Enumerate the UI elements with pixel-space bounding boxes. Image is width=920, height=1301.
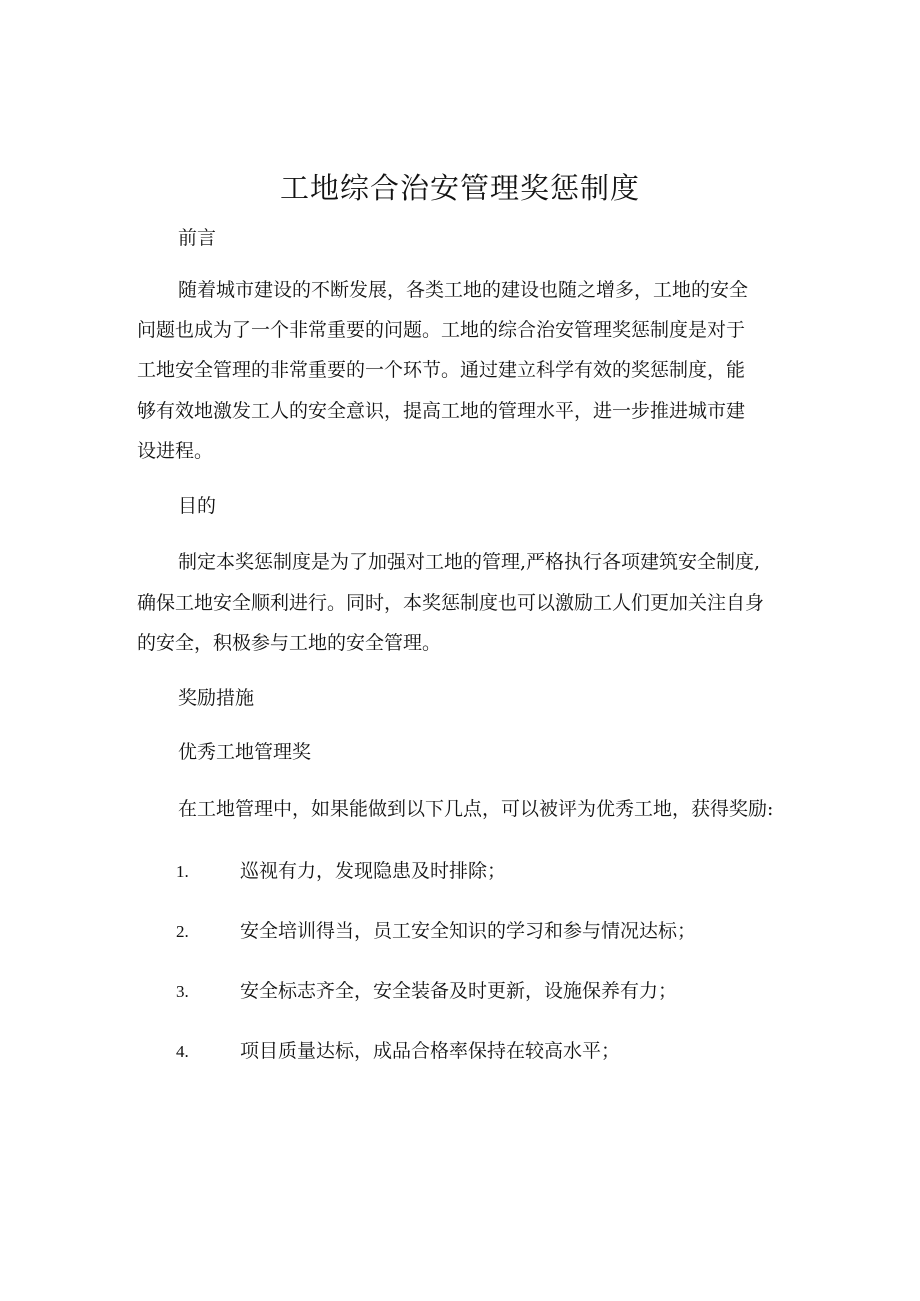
preface-line: 问题也成为了一个非常重要的问题。工地的综合治安管理奖惩制度是对于 xyxy=(137,319,746,341)
preface-line: 够有效地激发工人的安全意识，提高工地的管理水平，进一步推进城市建 xyxy=(137,400,746,422)
rewards-intro: 在工地管理中，如果能做到以下几点，可以被评为优秀工地，获得奖励: xyxy=(178,798,774,820)
purpose-heading: 目的 xyxy=(178,495,217,517)
list-item-number: 2. xyxy=(176,922,189,941)
purpose-line: 确保工地安全顺利进行。同时，本奖惩制度也可以激励工人们更加关注自身 xyxy=(137,592,765,614)
preface-line: 工地安全管理的非常重要的一个环节。通过建立科学有效的奖惩制度，能 xyxy=(137,359,746,381)
list-item-text: 巡视有力，发现隐患及时排除； xyxy=(240,860,507,882)
preface-heading: 前言 xyxy=(178,227,217,249)
list-item-text: 安全培训得当，员工安全知识的学习和参与情况达标； xyxy=(240,920,697,942)
list-item-number: 3. xyxy=(176,982,189,1001)
preface-line: 设进程。 xyxy=(137,440,214,462)
list-item-number: 1. xyxy=(176,862,189,881)
purpose-line: 制定本奖惩制度是为了加强对工地的管理,严格执行各项建筑安全制度, xyxy=(178,551,761,573)
list-item-text: 安全标志齐全，安全装备及时更新，设施保养有力； xyxy=(240,980,678,1002)
preface-line: 随着城市建设的不断发展，各类工地的建设也随之增多，工地的安全 xyxy=(178,279,749,301)
document-title: 工地综合治安管理奖惩制度 xyxy=(279,171,640,205)
rewards-subheading: 优秀工地管理奖 xyxy=(178,741,312,763)
list-item-number: 4. xyxy=(176,1042,189,1061)
rewards-heading: 奖励措施 xyxy=(178,687,255,709)
purpose-line: 的安全，积极参与工地的安全管理。 xyxy=(137,632,442,654)
list-item-text: 项目质量达标，成品合格率保持在较高水平； xyxy=(240,1040,621,1062)
